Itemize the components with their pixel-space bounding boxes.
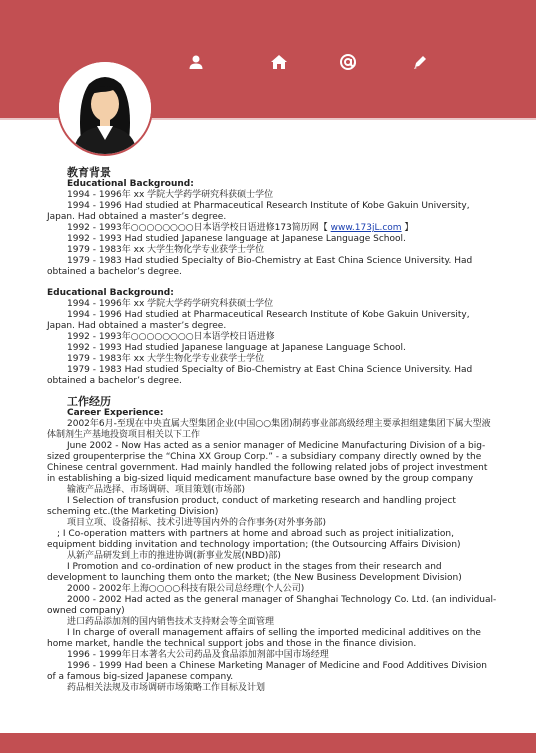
edu-line: 1992 - 1993 Had studied Japanese language at Japanese Language School. [67,343,406,353]
spacer [47,278,497,288]
education-title: 教育背景 [67,166,111,179]
exp-line: 1996 - 1999 Had been a Chinese Marketing Manager of Medicine and Food Additives Division of a famous big-sized Japanese company. [47,661,487,682]
experience-heading: Career Experience: [67,408,164,418]
resume-content [47,166,497,694]
exp-line: 输液产品选择、市场调研、项目策划(市场部) [67,485,246,495]
home-icon[interactable] [269,52,289,72]
edu-line-suffix: 】 [401,223,414,233]
experience-title: 工作经历 [67,395,111,408]
exp-line: 药品相关法规及市场调研市场策略工作目标及计划 [67,683,266,693]
at-icon[interactable] [338,52,358,72]
edu-line: 1994 - 1996年 xx 学院大学药学研究科获硕士学位 [67,190,274,200]
exp-line: I In charge of overall management affairs of selling the imported medicinal additives on the home market, handle the technical support jobs and those in the finance division. [47,628,481,649]
edu-line: 1979 - 1983年 xx 大学生物化学专业获学士学位 [67,245,265,255]
exp-line: June 2002 - Now Has acted as a senior manager of Medicine Manufacturing Division of a big-sized groupenterprise the “China XX Group Corp.” - a subsidiary company directly owned by the Chinese central government. Had mainly handled the following related jobs of project investment in establishing a big-sized liquid medicament manufacture base owned by the group company [47,441,488,484]
edu-line: 1992 - 1993年○○○○○○○○日本语学校日语进修 [67,332,275,342]
edu-line: 1979 - 1983 Had studied Specialty of Bio-Chemistry at East China Science University. Had obtained a bachelor’s degree. [47,365,473,386]
exp-line: 2002年6月-至现在中央直属大型集团企业(中国○○集团)制药事业部高级经理主要承担组建集团下属大型液体制剂生产基地投资项目相关以下工作 [47,419,491,440]
edu-line: 1979 - 1983年 xx 大学生物化学专业获学士学位 [67,354,265,364]
avatar [57,60,153,156]
exp-line: I Promotion and co-ordination of new product in the stages from their research and development to launching them onto the market; (the New Business Development Division) [47,562,462,583]
edu-line: 1979 - 1983 Had studied Specialty of Bio-Chemistry at East China Science University. Had obtained a bachelor’s degree. [47,256,473,277]
exp-line: I Selection of transfusion product, conduct of marketing research and handling project scheming etc.(the Marketing Division) [47,496,456,517]
exp-line: 项目立项、设备招标、技术引进等国内外的合作事务(对外事务部) [67,518,327,528]
education-heading: Educational Background: [47,288,174,298]
edu-line-text: 1992 - 1993年○○○○○○○○日本语学校日语进修173简历网【 [67,223,331,233]
edu-line: 1992 - 1993 Had studied Japanese language at Japanese Language School. [67,234,406,244]
edu-line: 1994 - 1996年 xx 学院大学药学研究科获硕士学位 [67,299,274,309]
exp-line: 2000 - 2002年上海○○○○科技有限公司总经理(个人公司) [67,584,305,594]
exp-line: 从新产品研发到上市的推进协调(新事业发展(NBD)部) [67,551,281,561]
exp-line: ; I Co-operation matters with partners at home and abroad such as project initialization, equipment bidding invitation and technology importation; (the Outsourcing Affairs Division) [47,529,461,550]
exp-line: 进口药品添加剂的国内销售技术支持财会等全面管理 [67,617,275,627]
spacer [47,387,497,395]
exp-line: 1996 - 1999年日本著名大公司药品及食品添加剂部中国市场经理 [67,650,329,660]
edu-line [47,223,497,234]
education-heading: Educational Background: [67,179,194,189]
edu-line: 1994 - 1996 Had studied at Pharmaceutical Research Institute of Kobe Gakuin University, Japan. Had obtained a master’s degree. [47,201,470,222]
site-link[interactable]: www.173jL.com [330,223,402,233]
pen-icon[interactable] [410,52,430,72]
edu-line: 1994 - 1996 Had studied at Pharmaceutical Research Institute of Kobe Gakuin University, Japan. Had obtained a master’s degree. [47,310,470,331]
user-icon[interactable] [186,52,206,72]
exp-line: 2000 - 2002 Had acted as the general manager of Shanghai Technology Co. Ltd. (an individual-owned company) [47,595,497,616]
footer-banner [0,733,536,753]
